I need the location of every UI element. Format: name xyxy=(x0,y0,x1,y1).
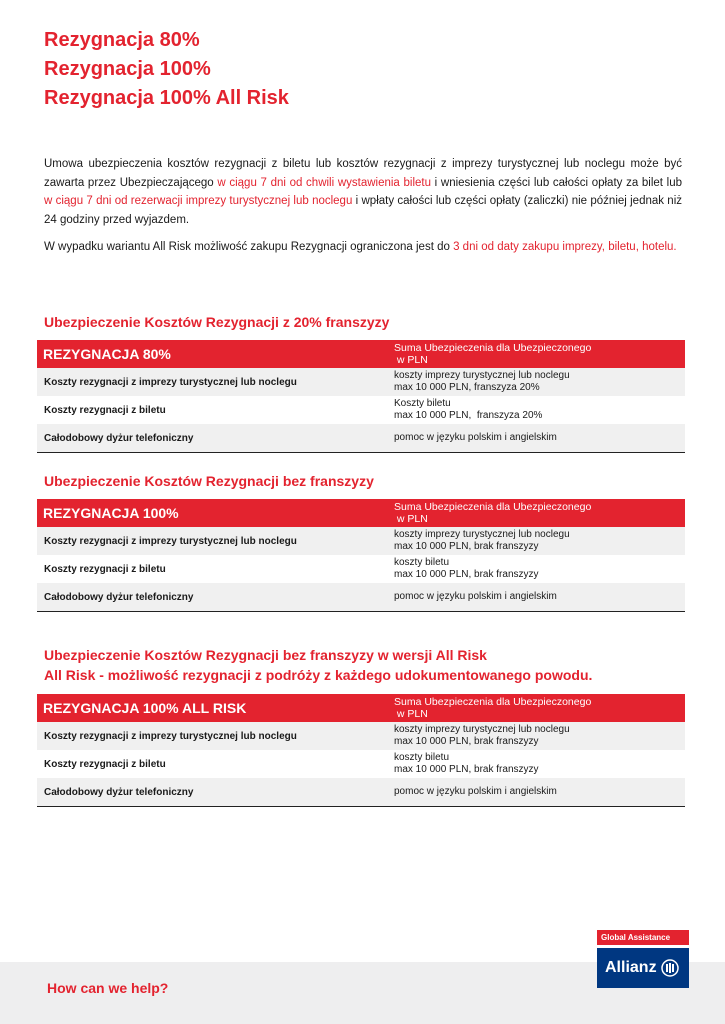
table-header xyxy=(37,694,685,722)
section-table-2 xyxy=(37,499,685,612)
variant-name: REZYGNACJA 100% xyxy=(37,499,394,527)
table-row: Koszty rezygnacji z biletu koszty biletu max 10 000 PLN, brak franszyzy xyxy=(44,557,539,580)
section-title-2: Ubezpieczenie Kosztów Rezygnacji bez franszyzy xyxy=(44,473,374,489)
table-row: Całodobowy dyżur telefoniczny pomoc w języku polskim i angielskim xyxy=(37,583,685,612)
table-row: Całodobowy dyżur telefoniczny pomoc w języku polskim i angielskim xyxy=(37,778,685,807)
table-header xyxy=(37,340,685,368)
table-row: Koszty rezygnacji z imprezy turystycznej lub noclegu koszty imprezy turystycznej lub noclegu max 10 000 PLN, brak franszyzy xyxy=(37,722,685,750)
title-2: Rezygnacja 100% xyxy=(44,58,211,80)
allianz-logo xyxy=(597,948,689,988)
section-table-3 xyxy=(37,694,685,807)
sum-header: Suma Ubezpieczenia dla Ubezpieczonego w PLN xyxy=(394,340,685,368)
intro-paragraph-2: W wypadku wariantu All Risk możliwość zakupu Rezygnacji ograniczona jest do 3 dni od daty zakupu imprezy, biletu, hotelu. xyxy=(44,241,677,254)
table-row: Koszty rezygnacji z imprezy turystycznej lub noclegu koszty imprezy turystycznej lub noclegu max 10 000 PLN, franszyza 20% xyxy=(37,368,685,396)
sum-header: Suma Ubezpieczenia dla Ubezpieczonego w PLN xyxy=(394,694,685,722)
allianz-eagle-icon xyxy=(661,959,679,977)
variant-name: REZYGNACJA 80% xyxy=(37,340,394,368)
table-row: Koszty rezygnacji z biletu koszty biletu max 10 000 PLN, brak franszyzy xyxy=(44,752,539,775)
intro-text xyxy=(44,155,682,257)
title-3: Rezygnacja 100% All Risk xyxy=(44,87,289,109)
table-header xyxy=(37,499,685,527)
allianz-wordmark: Allianz xyxy=(605,959,657,976)
title-1: Rezygnacja 80% xyxy=(44,29,200,51)
page-titles xyxy=(44,26,289,113)
variant-name: REZYGNACJA 100% ALL RISK xyxy=(37,694,394,722)
section-title-1: Ubezpieczenie Kosztów Rezygnacji z 20% franszyzy xyxy=(44,314,390,330)
section-title-3: Ubezpieczenie Kosztów Rezygnacji bez franszyzy w wersji All Risk All Risk - możliwość rezygnacji z podróży z każdego udokumentowanego powodu. xyxy=(44,647,593,683)
table-row: Koszty rezygnacji z imprezy turystycznej lub noclegu koszty imprezy turystycznej lub noclegu max 10 000 PLN, brak franszyzy xyxy=(37,527,685,555)
table-row: Całodobowy dyżur telefoniczny pomoc w języku polskim i angielskim xyxy=(37,424,685,453)
sum-header: Suma Ubezpieczenia dla Ubezpieczonego w PLN xyxy=(394,499,685,527)
global-assistance-badge: Global Assistance xyxy=(597,930,689,945)
section-table-1 xyxy=(37,340,685,453)
table-row: Koszty rezygnacji z biletu Koszty biletu max 10 000 PLN, franszyza 20% xyxy=(44,398,543,421)
footer-slogan: How can we help? xyxy=(47,980,169,996)
intro-paragraph-1: Umowa ubezpieczenia kosztów rezygnacji z biletu lub kosztów rezygnacji z imprezy turystycznej lub noclegu może być zawarta przez Ubezpieczającego w ciągu 7 dni od chwili wystawienia biletu i wniesienia części lub całości opłaty za bilet lub w ciągu 7 dni od rezerwacji imprezy turystycznej lub noclegu i wpłaty całości lub części opłaty (zaliczki) nie później jednak niż 24 godziny przed wyjazdem. xyxy=(44,158,682,226)
